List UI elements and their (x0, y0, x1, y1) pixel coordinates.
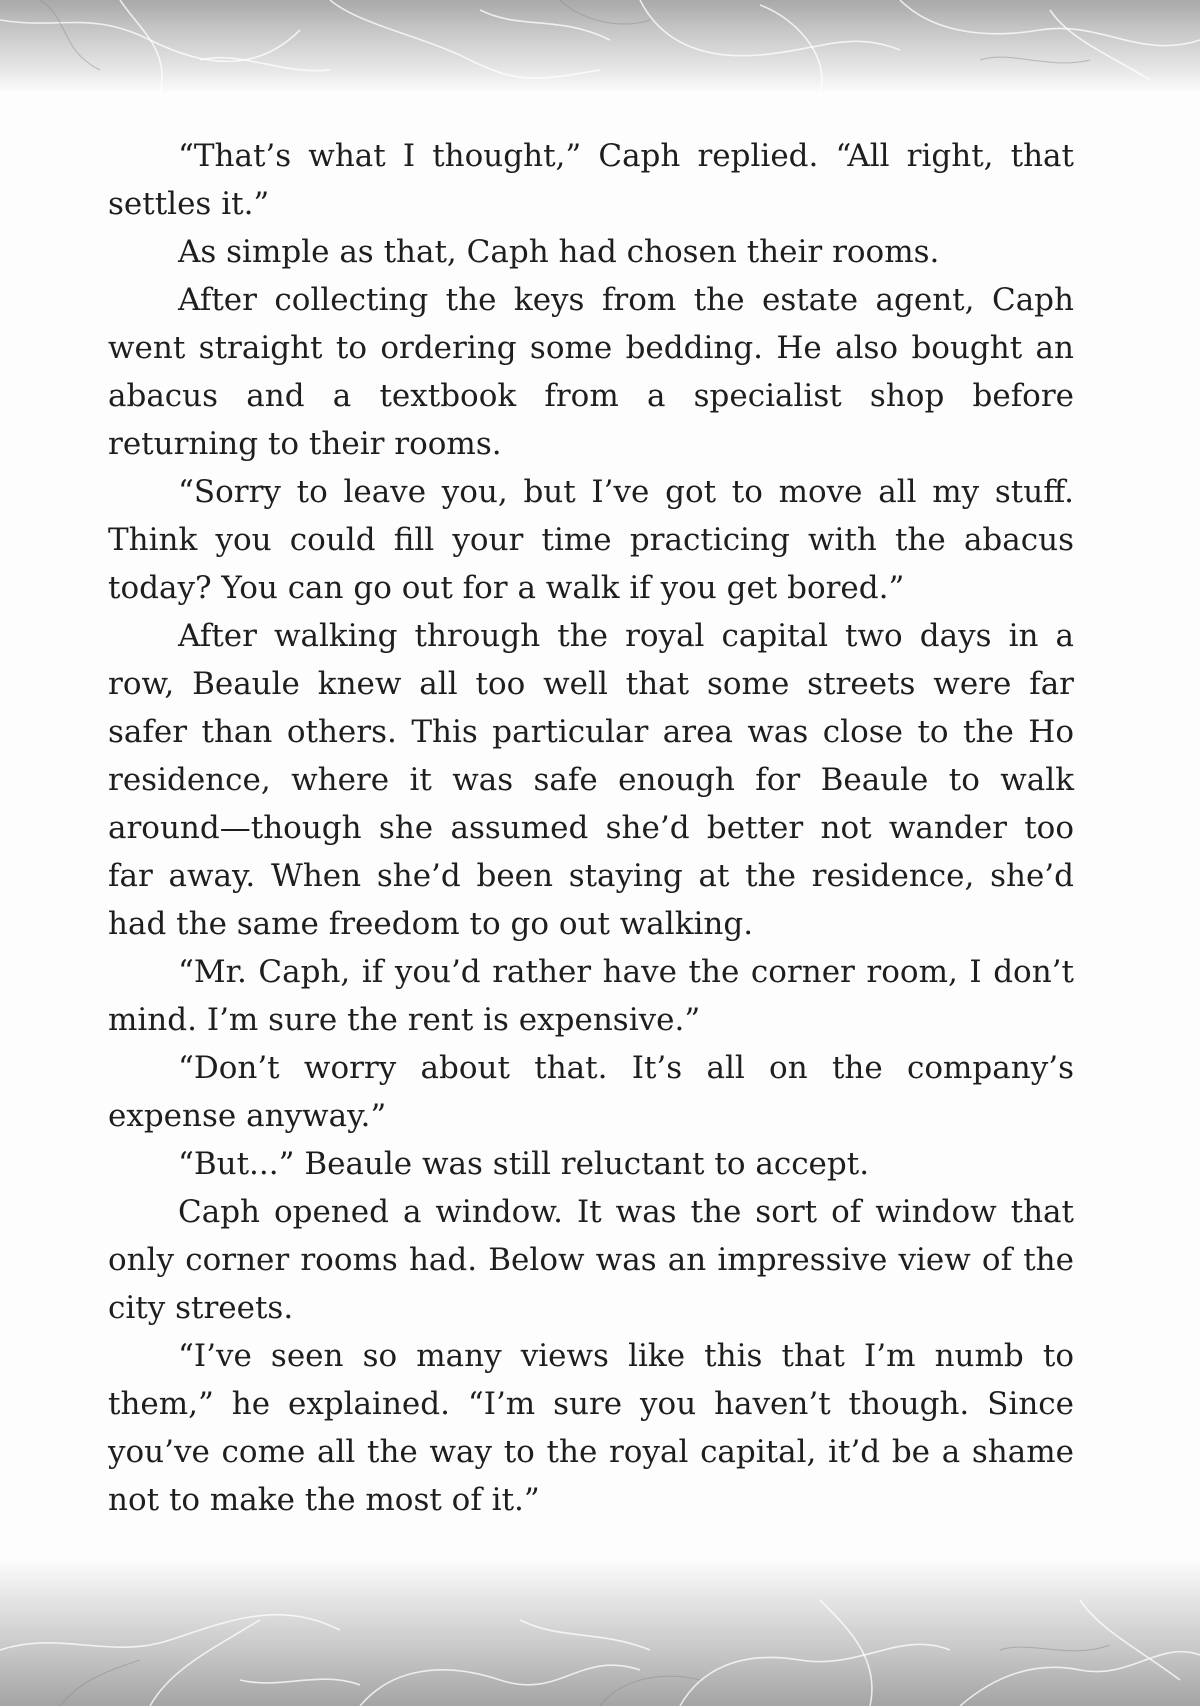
marble-border-top (0, 0, 1200, 92)
paragraph: “Mr. Caph, if you’d rather have the corner room, I don’t mind. I’m sure the rent is expensive.” (108, 954, 1074, 1038)
paragraph: “But...” Beaule was still reluctant to accept. (178, 1146, 870, 1182)
paragraph: Caph opened a window. It was the sort of window that only corner rooms had. Below was an impressive view of the city streets. (108, 1194, 1074, 1326)
paragraph: “Sorry to leave you, but I’ve got to move all my stuff. Think you could fill your time practicing with the abacus today? You can go out for a walk if you get bored.” (108, 474, 1074, 606)
marble-border-bottom (0, 1560, 1200, 1706)
paragraph: As simple as that, Caph had chosen their rooms. (178, 234, 940, 270)
marble-veins-bottom (0, 1560, 1200, 1706)
body-text (108, 132, 1074, 1524)
paragraph: “I’ve seen so many views like this that I’m numb to them,” he explained. “I’m sure you haven’t though. Since you’ve come all the way to the royal capital, it’d be a shame not to make the most of it.” (108, 1338, 1074, 1518)
paragraph: “Don’t worry about that. It’s all on the company’s expense anyway.” (108, 1050, 1074, 1134)
paragraph: After collecting the keys from the estate agent, Caph went straight to ordering some bedding. He also bought an abacus and a textbook from a specialist shop before returning to their rooms. (108, 282, 1074, 462)
paragraph: After walking through the royal capital two days in a row, Beaule knew all too well that some streets were far safer than others. This particular area was close to the Ho residence, where it was safe enough for Beaule to walk around—though she assumed she’d better not wander too far away. When she’d been staying at the residence, she’d had the same freedom to go out walking. (108, 618, 1074, 942)
paragraph: “That’s what I thought,” Caph replied. “All right, that settles it.” (108, 138, 1074, 222)
marble-veins-top (0, 0, 1200, 92)
